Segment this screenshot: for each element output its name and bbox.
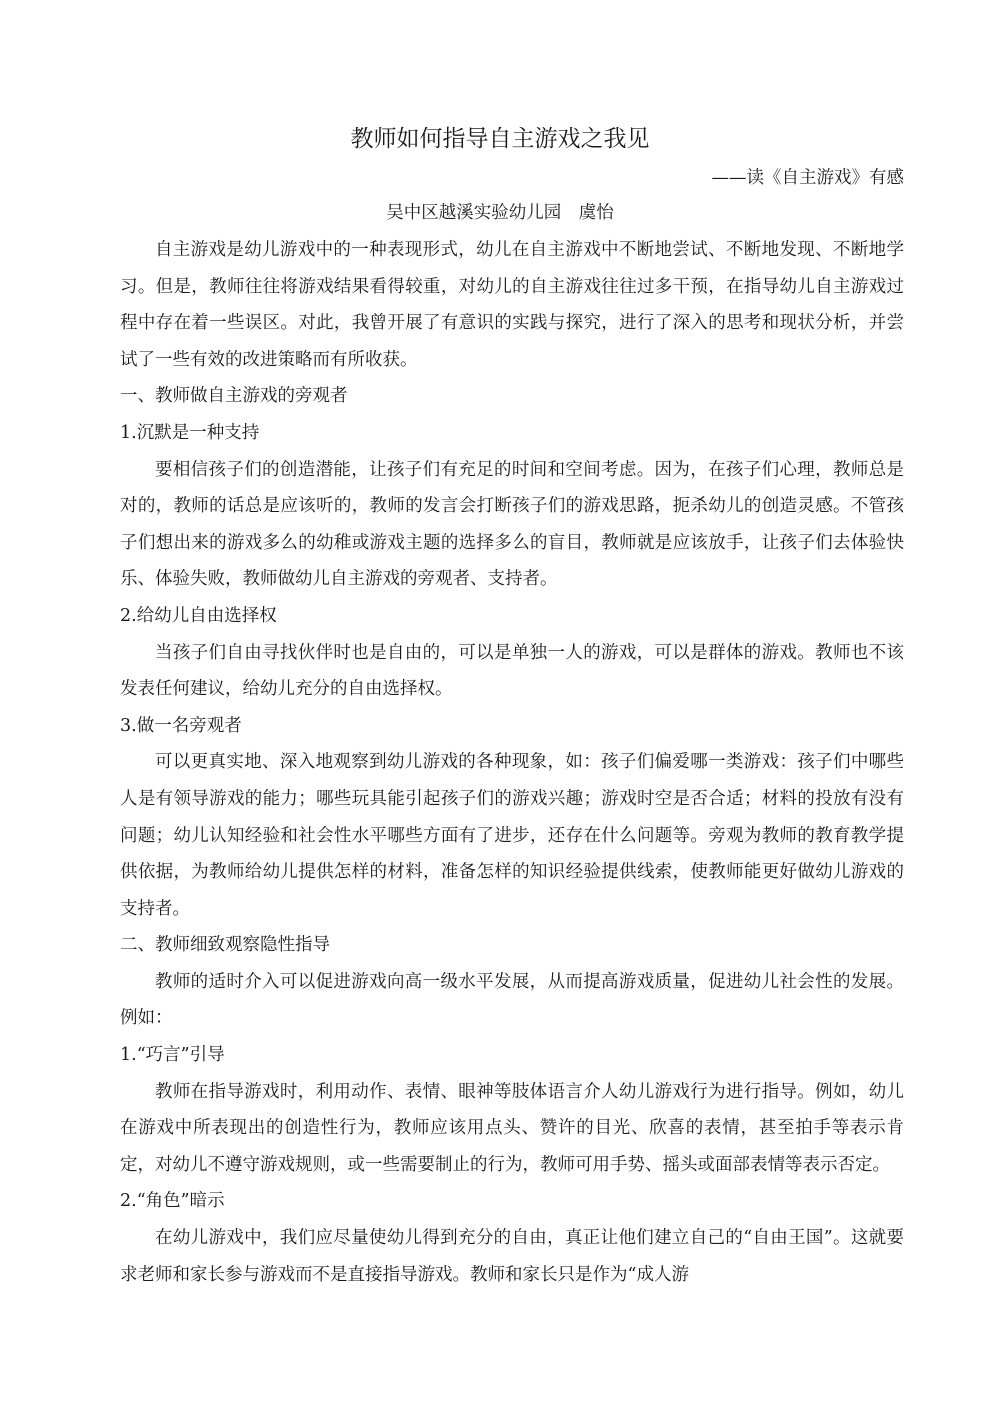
paragraph-1-2: 当孩子们自由寻找伙伴时也是自由的，可以是单独一人的游戏，可以是群体的游戏。教师也不该发表任何建议，给幼儿充分的自由选择权。 [120, 642, 904, 700]
subheading-1-3: 3.做一名旁观者 [120, 715, 242, 736]
subheading-1-2: 2.给幼儿自由选择权 [120, 605, 277, 626]
paragraph-intro: 自主游戏是幼儿游戏中的一种表现形式，幼儿在自主游戏中不断地尝试、不断地发现、不断地学习。但是，教师往往将游戏结果看得较重，对幼儿的自主游戏往往过多干预，在指导幼儿自主游戏过程中存在着一些误区。对此，我曾开展了有意识的实践与探究，进行了深入的思考和现状分析，并尝试了一些有效的改进策略而有所收获。 [120, 240, 904, 370]
paragraph-2-1: 教师在指导游戏时，利用动作、表情、眼神等肢体语言介人幼儿游戏行为进行指导。例如，幼儿在游戏中所表现出的创造性行为，教师应该用点头、赞许的目光、欣喜的表情，甚至拍手等表示肯定，对幼儿不遵守游戏规则，或一些需要制止的行为，教师可用手势、摇头或面部表情等表示否定。 [120, 1081, 904, 1175]
section-heading-1: 一、教师做自主游戏的旁观者 [120, 386, 348, 407]
subheading-1-1: 1.沉默是一种支持 [120, 422, 260, 443]
document-subtitle: ——读《自主游戏》有感 [711, 168, 904, 188]
document-body [120, 232, 904, 1293]
subheading-2-2: 2.“角色”暗示 [120, 1191, 225, 1212]
paragraph-2-intro: 教师的适时介入可以促进游戏向高一级水平发展，从而提高游戏质量，促进幼儿社会性的发展。例如： [120, 971, 904, 1029]
document-title: 教师如何指导自主游戏之我见 [350, 126, 650, 152]
paragraph-1-3: 可以更真实地、深入地观察到幼儿游戏的各种现象，如：孩子们偏爱哪一类游戏：孩子们中哪些人是有领导游戏的能力；哪些玩具能引起孩子们的游戏兴趣；游戏时空是否合适；材料的投放有没有问题；幼儿认知经验和社会性水平哪些方面有了进步，还存在什么问题等。旁观为教师的教育教学提供依据，为教师给幼儿提供怎样的材料，准备怎样的知识经验提供线索，使教师能更好做幼儿游戏的支持者。 [120, 752, 904, 919]
author-line: 吴中区越溪实验幼儿园 虞怡 [386, 203, 614, 223]
section-heading-2: 二、教师细致观察隐性指导 [120, 935, 330, 956]
paragraph-1-1: 要相信孩子们的创造潜能，让孩子们有充足的时间和空间考虑。因为，在孩子们心理，教师总是对的，教师的话总是应该听的，教师的发言会打断孩子们的游戏思路，扼杀幼儿的创造灵感。不管孩子们想出来的游戏多么的幼稚或游戏主题的选择多么的盲目，教师就是应该放手，让孩子们去体验快乐、体验失败，教师做幼儿自主游戏的旁观者、支持者。 [120, 459, 904, 590]
subheading-2-1: 1.“巧言”引导 [120, 1045, 225, 1066]
paragraph-2-2: 在幼儿游戏中，我们应尽量使幼儿得到充分的自由，真正让他们建立自己的“自由王国”。这就要求老师和家长参与游戏而不是直接指导游戏。教师和家长只是作为“成人游 [120, 1228, 904, 1285]
